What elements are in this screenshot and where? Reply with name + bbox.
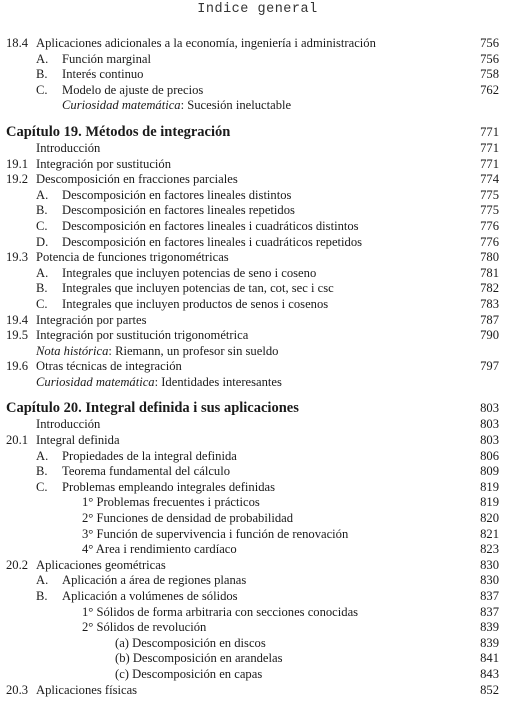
entry-title: Modelo de ajuste de precios [62, 82, 204, 97]
toc-entry [0, 203, 515, 219]
entry-number: 19.6 [6, 359, 29, 374]
entry-title: (a) Descomposición en discos [115, 635, 266, 650]
entry-title: Integración por sustitución trigonométrica [36, 328, 249, 343]
chapter-title: Capítulo 20. Integral definida i sus aplicaciones [6, 400, 299, 417]
page-number: 771 [480, 140, 499, 155]
entry-number: A. [36, 187, 49, 202]
entry-text: : Riemann, un profesor sin sueldo [108, 343, 279, 358]
page-number: 830 [480, 557, 499, 572]
page-number: 809 [480, 464, 499, 479]
chapter-title: Capítulo 19. Métodos de integración [6, 123, 231, 140]
entry-number: C. [36, 82, 48, 97]
page-number: 790 [480, 328, 499, 343]
table-of-contents [0, 36, 515, 698]
entry-title: 1° Problemas frecuentes i prácticos [82, 495, 260, 510]
entry-title: Descomposición en factores lineales i cuadráticos repetidos [62, 234, 363, 249]
page-number: 839 [480, 635, 499, 650]
entry-number: B. [36, 589, 48, 603]
toc-entry [0, 651, 515, 667]
entry-number: B. [36, 464, 48, 479]
toc-entry [0, 527, 515, 543]
entry-title: Aplicación a volúmenes de sólidos [62, 589, 238, 603]
toc-entry [0, 605, 515, 621]
entry-number: C. [36, 479, 48, 494]
toc-entry [0, 36, 515, 52]
entry-title: 2° Sólidos de revolución [82, 620, 207, 635]
entry-title: (c) Descomposición en capas [115, 666, 263, 681]
entry-number: D. [36, 234, 49, 249]
toc-entry [0, 573, 515, 589]
page-number: 758 [480, 67, 499, 82]
entry-title: Integración por partes [36, 312, 147, 327]
entry-number: 19.5 [6, 328, 29, 343]
page-number: 839 [480, 620, 499, 635]
page-number: 821 [480, 526, 499, 541]
entry-number: C. [36, 296, 48, 311]
entry-title: 1° Sólidos de forma arbitraria con secciones conocidas [82, 604, 359, 619]
entry-number: B. [36, 281, 48, 296]
page-number: 756 [480, 36, 499, 50]
toc-entry [0, 83, 515, 99]
entry-title: Interés continuo [62, 67, 144, 82]
entry-title: Integrales que incluyen potencias de seno i coseno [62, 265, 317, 280]
toc-entry [0, 172, 515, 188]
entry-number: A. [36, 573, 49, 588]
page-number: 783 [480, 296, 499, 311]
toc-entry [0, 495, 515, 511]
page-number: 803 [480, 433, 499, 448]
entry-number: 20.2 [6, 557, 29, 572]
toc-entry [0, 449, 515, 465]
entry-title: 2° Funciones de densidad de probabilidad [82, 511, 294, 526]
page-number: 781 [480, 265, 499, 280]
entry-title: 3° Función de supervivencia i función de renovación [82, 526, 349, 541]
toc-entry [0, 250, 515, 266]
entry-number: 19.2 [6, 172, 29, 187]
entry-title: Otras técnicas de integración [36, 359, 182, 374]
page-number: 776 [480, 218, 499, 233]
page-number: 837 [480, 604, 499, 619]
entry-title: Integrales que incluyen potencias de tan, cot, sec i csc [62, 281, 334, 296]
page-number: 819 [480, 479, 499, 494]
entry-title: Potencia de funciones trigonométricas [36, 250, 229, 265]
entry-title: Aplicaciones adicionales a la economía, ingeniería i administración [36, 36, 376, 50]
entry-title: Descomposición en fracciones parciales [36, 172, 238, 187]
page-number: 830 [480, 573, 499, 588]
toc-entry [0, 464, 515, 480]
page-number: 771 [480, 156, 499, 171]
page-number: 819 [480, 495, 499, 510]
toc-entry [0, 417, 515, 433]
page-number: 806 [480, 448, 499, 463]
entry-number: A. [36, 51, 49, 66]
entry-text: : Sucesión ineluctable [180, 98, 292, 113]
entry-title: (b) Descomposición en arandelas [115, 651, 283, 666]
page-number: 803 [480, 417, 499, 432]
entry-number: A. [36, 448, 49, 463]
page-number: 837 [480, 589, 499, 603]
toc-entry [0, 511, 515, 527]
page-number: 775 [480, 187, 499, 202]
page-number: 820 [480, 511, 499, 526]
chapter-heading [0, 123, 515, 141]
page-number: 782 [480, 281, 499, 296]
entry-title [36, 344, 278, 360]
page-number: 852 [480, 682, 499, 697]
entry-number: 19.1 [6, 156, 29, 171]
toc-entry [0, 297, 515, 313]
entry-title: Integrales que incluyen productos de senos i cosenos [62, 296, 329, 311]
toc-entry [0, 542, 515, 558]
entry-title: Propiedades de la integral definida [62, 448, 237, 463]
entry-title: 4° Area i rendimiento cardíaco [82, 542, 237, 557]
entry-title: Problemas empleando integrales definidas [62, 479, 275, 494]
toc-entry [0, 52, 515, 68]
entry-number: 19.4 [6, 312, 29, 327]
entry-prefix: Curiosidad matemática [62, 98, 181, 113]
entry-title: Descomposición en factores lineales i cuadráticos distintos [62, 218, 359, 233]
entry-title: Teorema fundamental del cálculo [62, 464, 231, 479]
entry-prefix: Nota histórica [36, 343, 109, 358]
toc-entry [0, 620, 515, 636]
entry-title: Integración por sustitución [36, 156, 172, 171]
toc-entry [0, 281, 515, 297]
toc-entry [0, 636, 515, 652]
toc-entry [0, 157, 515, 173]
page-number: 776 [480, 234, 499, 249]
toc-entry [0, 67, 515, 83]
entry-title: Aplicaciones geométricas [36, 557, 166, 572]
entry-number: 19.3 [6, 250, 29, 265]
toc-entry [0, 313, 515, 329]
entry-text: : Identidades interesantes [154, 374, 282, 389]
entry-title: Descomposición en factores lineales repetidos [62, 203, 295, 218]
entry-title: Función marginal [62, 51, 151, 66]
toc-entry [0, 683, 515, 699]
toc-entry [0, 480, 515, 496]
toc-entry [0, 219, 515, 235]
toc-entry [0, 667, 515, 683]
page-number: 841 [480, 651, 499, 666]
page-number: 823 [480, 542, 499, 557]
page-number: 787 [480, 312, 499, 327]
toc-entry [0, 433, 515, 449]
toc-entry [0, 558, 515, 574]
entry-title [36, 375, 282, 391]
page-number: 775 [480, 203, 499, 218]
toc-entry [0, 375, 515, 391]
toc-entry [0, 141, 515, 157]
toc-entry [0, 589, 515, 605]
entry-title: Aplicaciones físicas [36, 682, 138, 697]
running-header: Indice general [197, 2, 318, 17]
entry-number: B. [36, 67, 48, 82]
toc-entry [0, 328, 515, 344]
page-number: 803 [480, 401, 499, 416]
page-number: 756 [480, 51, 499, 66]
entry-prefix: Curiosidad matemática [36, 374, 155, 389]
entry-title: Introducción [36, 417, 101, 432]
entry-number: A. [36, 265, 49, 280]
toc-entry [0, 266, 515, 282]
page-number: 780 [480, 250, 499, 265]
entry-number: C. [36, 218, 48, 233]
toc-entry [0, 188, 515, 204]
page-number: 797 [480, 359, 499, 374]
entry-number: 20.3 [6, 682, 29, 697]
entry-title: Introducción [36, 140, 101, 155]
page-number: 771 [480, 124, 499, 139]
toc-entry [0, 359, 515, 375]
entry-title: Integral definida [36, 433, 120, 448]
entry-title: Descomposición en factores lineales distintos [62, 187, 292, 202]
page-number: 843 [480, 666, 499, 681]
page-number: 762 [480, 82, 499, 97]
entry-number: B. [36, 203, 48, 218]
toc-entry [0, 235, 515, 251]
chapter-heading [0, 399, 515, 417]
entry-title: Aplicación a área de regiones planas [62, 573, 247, 588]
toc-entry [0, 344, 515, 360]
toc-entry [0, 98, 515, 114]
entry-title [62, 98, 291, 114]
page-number: 774 [480, 172, 499, 187]
entry-number: 18.4 [6, 36, 29, 50]
entry-number: 20.1 [6, 433, 29, 448]
